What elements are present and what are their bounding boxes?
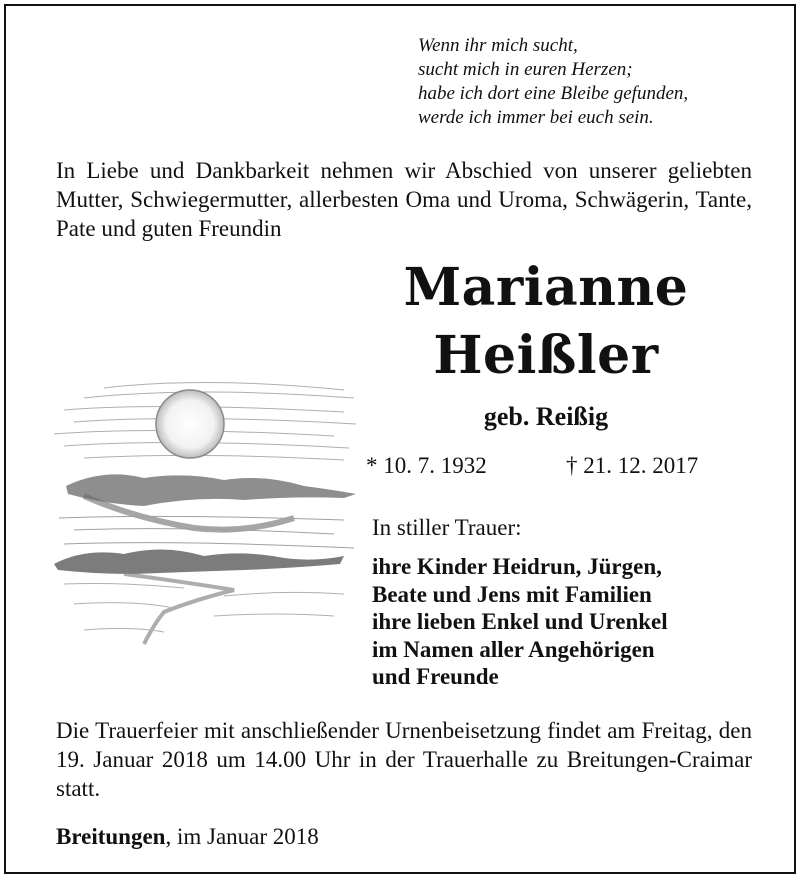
maiden-name: geb. Reißig [483, 402, 609, 431]
mourners-line: und Freunde [372, 664, 499, 689]
poem [418, 34, 778, 130]
mourners-line: Beate und Jens mit Familien [372, 581, 652, 607]
closing-date: , im Januar 2018 [165, 824, 319, 849]
mourning-label: In stiller Trauer: [372, 515, 522, 540]
first-name: Marianne [403, 257, 689, 318]
intro-text: In Liebe und Dankbarkeit nehmen wir Abschied von unserer geliebten Mutter, Schwiegermutter, allerbesten Oma und Uroma, Schwägerin, Tante, Pate und guten Freundin [56, 158, 752, 241]
death-date: † 21. 12. 2017 [566, 453, 699, 478]
last-name: Heißler [433, 325, 659, 386]
poem-line: habe ich dort eine Bleibe gefunden, [418, 83, 689, 104]
poem-line: Wenn ihr mich sucht, [418, 35, 578, 56]
closing-place: Breitungen [56, 824, 166, 849]
mourners-line: im Namen aller Angehörigen [372, 636, 655, 662]
obituary-notice [4, 4, 796, 874]
moon-landscape-sketch [44, 368, 362, 658]
closing-line [56, 823, 319, 851]
birth-date: * 10. 7. 1932 [366, 453, 487, 478]
mourners-list [372, 553, 772, 691]
ceremony-text: Die Trauerfeier mit anschließender Urnenbeisetzung findet am Freitag, den 19. Januar 2018 um 14.00 Uhr in der Trauerhalle zu Breitungen-Craimar statt. [56, 718, 752, 801]
mourners-line: ihre Kinder Heidrun, Jürgen, [372, 554, 662, 579]
poem-line: werde ich immer bei euch sein. [418, 107, 654, 128]
mourners-line: ihre lieben Enkel und Urenkel [372, 609, 668, 634]
poem-line: sucht mich in euren Herzen; [418, 59, 633, 80]
